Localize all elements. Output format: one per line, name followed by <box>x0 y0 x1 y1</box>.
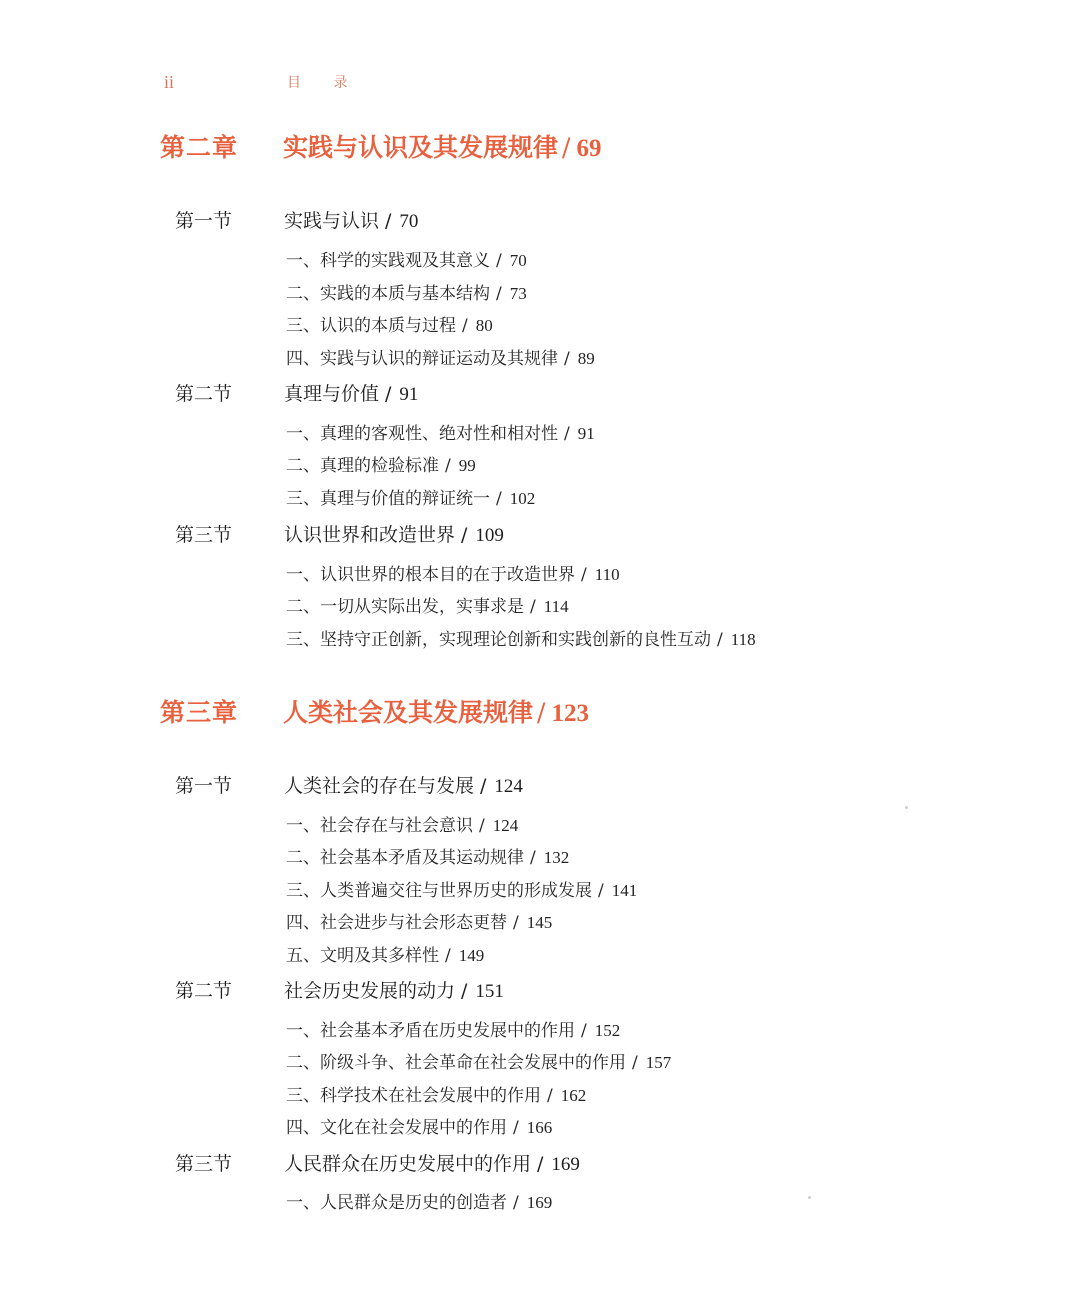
chapter-page: 123 <box>551 700 589 727</box>
section-title: 人类社会的存在与发展 <box>284 775 475 797</box>
entry-title: 四、社会进步与社会形态更替 <box>286 913 507 933</box>
toc-entry[interactable] <box>286 560 1046 586</box>
entry-title: 二、真理的检验标准 <box>286 456 439 476</box>
entry-page: 152 <box>594 1021 621 1040</box>
entry-title: 一、社会存在与社会意识 <box>286 816 473 836</box>
toc-entry[interactable] <box>286 419 1046 445</box>
toc-entry[interactable] <box>286 1113 1046 1139</box>
chapter-title-line <box>283 128 601 164</box>
entry-title: 一、社会基本矛盾在历史发展中的作用 <box>286 1021 575 1041</box>
chapter-title: 实践与认识及其发展规律 <box>283 133 559 162</box>
separator: / <box>385 383 392 405</box>
section-title-line <box>284 520 504 547</box>
section-label: 第三节 <box>175 524 233 546</box>
section-label: 第二节 <box>175 980 233 1002</box>
entry-page: 91 <box>577 424 595 443</box>
toc-entry[interactable] <box>286 484 1046 510</box>
section-label: 第一节 <box>175 775 233 797</box>
separator: / <box>537 698 546 727</box>
scan-speck <box>905 806 908 809</box>
entry-title: 五、文明及其多样性 <box>286 946 439 966</box>
section-label: 第三节 <box>175 1153 233 1175</box>
section-heading[interactable] <box>175 771 1035 801</box>
entry-page: 73 <box>509 284 527 303</box>
entry-page: 157 <box>645 1053 672 1072</box>
separator: / <box>632 1053 638 1073</box>
entry-page: 141 <box>611 881 638 900</box>
page-number: ii <box>164 72 175 92</box>
separator: / <box>462 316 468 336</box>
section-heading[interactable] <box>175 1149 1035 1179</box>
separator: / <box>445 946 451 966</box>
separator: / <box>496 284 502 304</box>
separator: / <box>496 251 502 271</box>
entry-title: 二、实践的本质与基本结构 <box>286 284 490 304</box>
section-page: 91 <box>399 384 419 405</box>
entry-page: 162 <box>560 1086 587 1105</box>
separator: / <box>598 881 604 901</box>
section-page: 124 <box>494 776 523 797</box>
separator: / <box>513 1118 519 1138</box>
entry-page: 80 <box>475 316 493 335</box>
entry-page: 169 <box>526 1193 553 1212</box>
separator: / <box>581 1021 587 1041</box>
entry-title: 四、实践与认识的辩证运动及其规律 <box>286 349 558 369</box>
chapter-heading[interactable] <box>160 693 1040 733</box>
section-title: 社会历史发展的动力 <box>284 980 456 1002</box>
separator: / <box>530 848 536 868</box>
entry-page: 166 <box>526 1118 553 1137</box>
entry-title: 一、真理的客观性、绝对性和相对性 <box>286 424 558 444</box>
toc-entry[interactable] <box>286 1081 1046 1107</box>
separator: / <box>513 1193 519 1213</box>
section-heading[interactable] <box>175 976 1035 1006</box>
separator: / <box>564 349 570 369</box>
entry-title: 一、科学的实践观及其意义 <box>286 251 490 271</box>
page-header <box>160 68 560 96</box>
section-label: 第二节 <box>175 383 233 405</box>
separator: / <box>562 133 571 162</box>
entry-title: 三、坚持守正创新，实现理论创新和实践创新的良性互动 <box>286 630 711 650</box>
section-page: 109 <box>475 525 504 546</box>
separator: / <box>445 456 451 476</box>
toc-entry[interactable] <box>286 843 1046 869</box>
scan-speck <box>808 1196 811 1199</box>
entry-page: 132 <box>543 848 570 867</box>
entry-title: 一、认识世界的根本目的在于改造世界 <box>286 565 575 585</box>
section-title-line <box>284 379 418 406</box>
entry-title: 二、社会基本矛盾及其运动规律 <box>286 848 524 868</box>
entry-page: 99 <box>458 456 476 475</box>
toc-entry[interactable] <box>286 344 1046 370</box>
entry-page: 124 <box>492 816 519 835</box>
section-label: 第一节 <box>175 210 233 232</box>
toc-entry[interactable] <box>286 451 1046 477</box>
section-title-line <box>284 206 418 233</box>
separator: / <box>547 1086 553 1106</box>
section-title: 实践与认识 <box>284 210 380 232</box>
section-heading[interactable] <box>175 206 1035 236</box>
section-page: 151 <box>475 981 504 1002</box>
entry-title: 四、文化在社会发展中的作用 <box>286 1118 507 1138</box>
entry-page: 110 <box>594 565 620 584</box>
toc-entry[interactable] <box>286 311 1046 337</box>
toc-entry[interactable] <box>286 941 1046 967</box>
entry-title: 一、人民群众是历史的创造者 <box>286 1193 507 1213</box>
chapter-label: 第三章 <box>160 698 239 727</box>
separator: / <box>537 1153 544 1175</box>
section-title: 人民群众在历史发展中的作用 <box>284 1153 532 1175</box>
separator: / <box>564 424 570 444</box>
toc-entry[interactable] <box>286 908 1046 934</box>
toc-entry[interactable] <box>286 592 1046 618</box>
entry-title: 二、阶级斗争、社会革命在社会发展中的作用 <box>286 1053 626 1073</box>
running-title: 目 录 <box>287 75 362 91</box>
separator: / <box>530 597 536 617</box>
toc-entry[interactable] <box>286 279 1046 305</box>
section-heading[interactable] <box>175 520 1035 550</box>
entry-page: 145 <box>526 913 553 932</box>
chapter-page: 69 <box>576 135 602 162</box>
toc-entry[interactable] <box>286 811 1046 837</box>
section-page: 169 <box>551 1154 580 1175</box>
separator: / <box>461 524 468 546</box>
separator: / <box>496 489 502 509</box>
separator: / <box>480 775 487 797</box>
entry-title: 二、一切从实际出发，实事求是 <box>286 597 524 617</box>
chapter-title-line <box>283 693 589 729</box>
entry-title: 三、真理与价值的辩证统一 <box>286 489 490 509</box>
toc-entry[interactable] <box>286 625 1046 651</box>
entry-title: 三、科学技术在社会发展中的作用 <box>286 1086 541 1106</box>
section-page: 70 <box>399 211 419 232</box>
section-title-line <box>284 1149 580 1176</box>
section-title-line <box>284 976 504 1003</box>
chapter-title: 人类社会及其发展规律 <box>283 698 534 727</box>
section-title-line <box>284 771 523 798</box>
section-heading[interactable] <box>175 379 1035 409</box>
toc-entry[interactable] <box>286 1188 1046 1214</box>
separator: / <box>461 980 468 1002</box>
separator: / <box>717 630 723 650</box>
separator: / <box>385 210 392 232</box>
entry-title: 三、人类普遍交往与世界历史的形成发展 <box>286 881 592 901</box>
chapter-heading[interactable] <box>160 128 1040 168</box>
entry-page: 70 <box>509 251 527 270</box>
entry-page: 114 <box>543 597 569 616</box>
separator: / <box>479 816 485 836</box>
entry-page: 149 <box>458 946 485 965</box>
entry-page: 118 <box>730 630 756 649</box>
section-title: 真理与价值 <box>284 383 380 405</box>
toc-entry[interactable] <box>286 876 1046 902</box>
entry-page: 102 <box>509 489 536 508</box>
toc-entry[interactable] <box>286 246 1046 272</box>
entry-page: 89 <box>577 349 595 368</box>
section-title: 认识世界和改造世界 <box>284 524 456 546</box>
entry-title: 三、认识的本质与过程 <box>286 316 456 336</box>
toc-entry[interactable] <box>286 1016 1046 1042</box>
separator: / <box>581 565 587 585</box>
toc-entry[interactable] <box>286 1048 1046 1074</box>
chapter-label: 第二章 <box>160 133 239 162</box>
separator: / <box>513 913 519 933</box>
